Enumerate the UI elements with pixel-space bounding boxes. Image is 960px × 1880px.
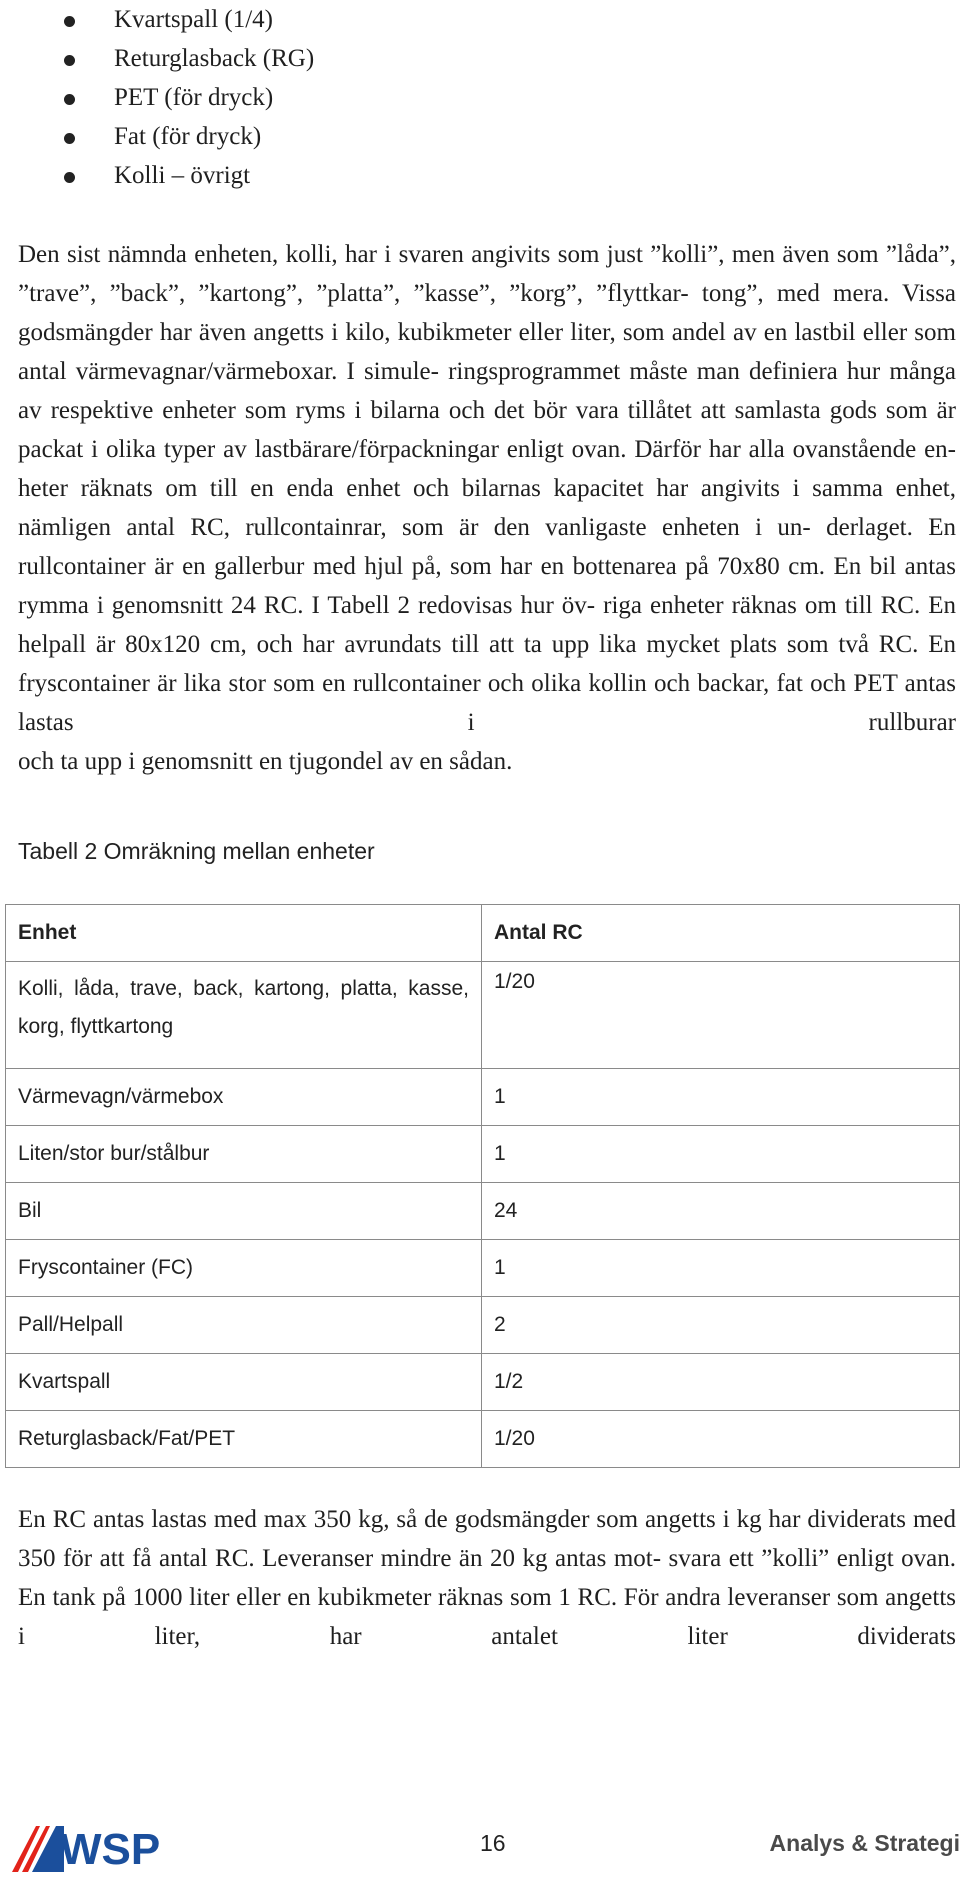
text-line: dividerats med 350 för att få antal RC. Leveranser mindre än 20 kg antas mot- [18, 1506, 956, 1572]
text-line: rullcontainer och olika kollin och backar, fat och PET antas lastas i rullburar [18, 670, 956, 736]
text-line: svara ett ”kolli” enligt ovan. En tank på 1000 liter eller en kubikmeter räknas [18, 1545, 956, 1611]
bullet-item: Fat (för dryck) [64, 117, 314, 156]
cell-rc: 1 [482, 1126, 960, 1183]
table-header-row [6, 905, 960, 962]
cell-unit: Liten/stor bur/stålbur [6, 1126, 482, 1183]
header-enhet: Enhet [6, 905, 482, 962]
text-line: heter räknats om till en enda enhet och bilarnas kapacitet har angivits i samma [18, 475, 883, 502]
text-line: tong”, med mera. Vissa godsmängder har även angetts i kilo, kubikmeter eller [18, 280, 957, 346]
cell-rc: 2 [482, 1297, 960, 1354]
cell-rc: 1/2 [482, 1354, 960, 1411]
cell-unit: Returglasback/Fat/PET [6, 1411, 482, 1468]
cell-unit: Kolli, låda, trave, back, kartong, platta, kasse, korg, flyttkartong [6, 962, 482, 1069]
bullet-item: Returglasback (RG) [64, 39, 314, 78]
body-paragraph-weights [18, 1500, 956, 1656]
unit-conversion-table [5, 904, 960, 1468]
table-row [6, 1069, 960, 1126]
cell-rc: 1 [482, 1069, 960, 1126]
wsp-logo [10, 1820, 210, 1874]
table-row [6, 1354, 960, 1411]
header-antal-rc: Antal RC [482, 905, 960, 962]
table-row [6, 1126, 960, 1183]
table-row [6, 1240, 960, 1297]
table-row [6, 1297, 960, 1354]
cell-unit: Bil [6, 1183, 482, 1240]
table-row [6, 1411, 960, 1468]
text-line: liter, som andel av en lastbil eller som antal värmevagnar/värmeboxar. I simule- [18, 319, 956, 385]
page-number: 16 [480, 1830, 506, 1856]
cell-unit: Kvartspall [6, 1354, 482, 1411]
text-line: att ta upp lika mycket plats som två RC. En fryscontainer är lika stor som en [18, 631, 956, 697]
cell-unit: Pall/Helpall [6, 1297, 482, 1354]
text-line: En RC antas lastas med max 350 kg, så de godsmängder som angetts i kg har [18, 1506, 801, 1533]
text-line: som 1 RC. För andra leveranser som angetts i liter, har antalet liter dividerats [18, 1584, 956, 1650]
text-line: som ”låda”, ”trave”, ”back”, ”kartong”, ”platta”, ”kasse”, ”korg”, ”flyttkar- [18, 241, 957, 307]
logo-wordmark: WSP [60, 1825, 161, 1874]
text-line: Den sist nämnda enheten, kolli, har i svaren angivits som just ”kolli”, men även [18, 241, 830, 268]
cell-rc: 1/20 [482, 962, 960, 1069]
cell-rc: 24 [482, 1183, 960, 1240]
table-row [6, 1183, 960, 1240]
cell-unit: Värmevagn/värmebox [6, 1069, 482, 1126]
cell-rc: 1 [482, 1240, 960, 1297]
cell-unit: Fryscontainer (FC) [6, 1240, 482, 1297]
footer-section-title: Analys & Strategi [769, 1830, 960, 1856]
body-paragraph-units [18, 235, 956, 781]
cell-rc: 1/20 [482, 1411, 960, 1468]
bullet-item: Kolli – övrigt [64, 156, 314, 195]
text-line: ryms i bilarna och det bör vara tillåtet att samlasta gods som är packat i olika [18, 397, 956, 463]
text-line: ringsprogrammet måste man definiera hur många av respektive enheter som [18, 358, 956, 424]
text-line: enhet, nämligen antal RC, rullcontainrar, som är den vanligaste enheten i un- [18, 475, 956, 541]
text-line: typer av lastbärare/förpackningar enligt ovan. Därför har alla ovanstående en- [163, 436, 957, 463]
table-row [6, 962, 960, 1069]
text-line: riga enheter räknas om till RC. En helpall är 80x120 cm, och har avrundats till [18, 592, 956, 658]
text-line: och ta upp i genomsnitt en tjugondel av en sådan. [18, 748, 513, 775]
bullet-item: PET (för dryck) [64, 78, 314, 117]
text-line: derlaget. En rullcontainer är en gallerbur med hjul på, som har en bottenarea på [18, 514, 957, 580]
table-caption: Tabell 2 Omräkning mellan enheter [18, 838, 375, 864]
text-line: 70x80 cm. En bil antas rymma i genomsnitt 24 RC. I Tabell 2 redovisas hur öv- [18, 553, 956, 619]
unit-bullet-list [64, 0, 314, 195]
bullet-item: Kvartspall (1/4) [64, 0, 314, 39]
